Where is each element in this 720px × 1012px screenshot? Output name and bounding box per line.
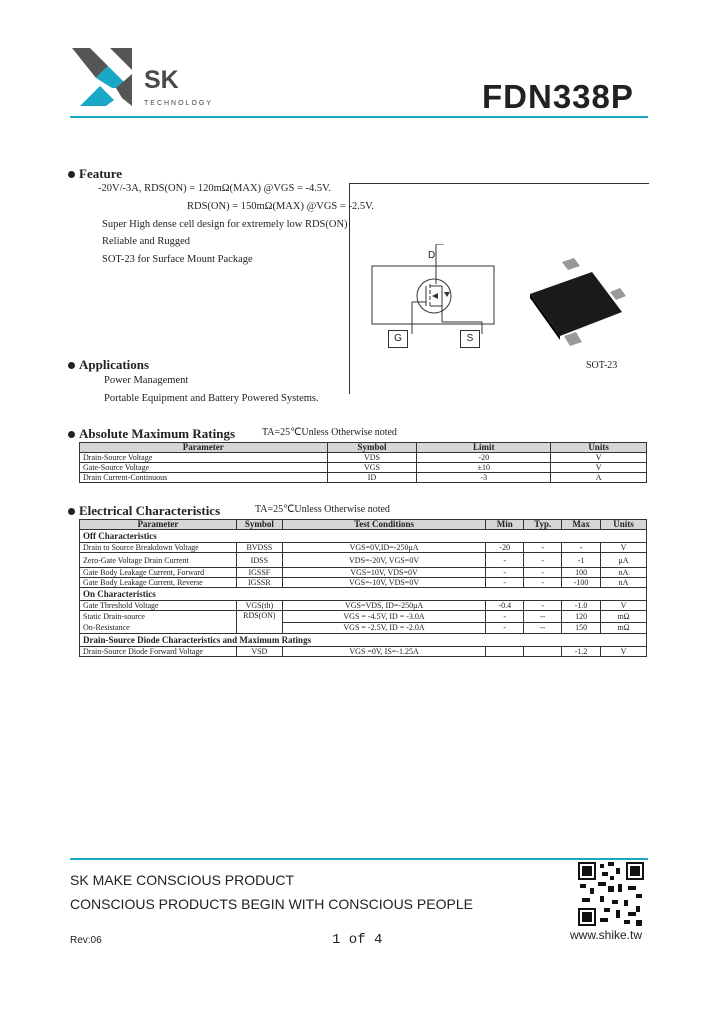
slogan-line-2: CONSCIOUS PRODUCTS BEGIN WITH CONSCIOUS PEOPLE [70,896,473,912]
table-cell: V [601,647,647,657]
table-cell [524,647,562,657]
table-cell: - [486,611,524,623]
header-divider [70,116,648,118]
feature-line: Reliable and Rugged [102,236,191,247]
table-cell: Zero-Gate Voltage Drain Current [80,553,237,568]
sot23-package-icon [522,254,632,354]
slogan-line-1: SK MAKE CONSCIOUS PRODUCT [70,872,295,888]
company-logo-icon [70,46,136,108]
table-cell: Drain to Source Breakdown Voltage [80,543,237,553]
rds-param-line: Static Drain-source [83,612,145,621]
table-cell: VGS [327,463,417,473]
table-cell: nA [601,568,647,578]
revision: Rev:06 [70,935,102,946]
electrical-note: TA=25℃Unless Otherwise noted [255,504,390,515]
group-label: On Characteristics [80,588,647,601]
column-header: Symbol [236,520,282,530]
table-cell: V [601,601,647,611]
table-cell: mΩ [601,611,647,623]
table-row [80,543,647,553]
table-cell: -3 [417,473,551,483]
column-header: Max [562,520,601,530]
bullet-icon [68,362,75,369]
column-header: Units [601,520,647,530]
table-cell: - [524,553,562,568]
table-cell: -1.2 [562,647,601,657]
abs-max-note: TA=25℃Unless Otherwise noted [262,427,397,438]
table-cell: Drain-Source Voltage [80,453,328,463]
table-cell: μA [601,553,647,568]
table-header-row [80,443,647,453]
table-cell: 120 [562,611,601,623]
table-row [80,647,647,657]
table-row [80,553,647,568]
table-cell: Drain Current-Continuous [80,473,328,483]
column-header: Test Conditions [282,520,485,530]
table-cell: -1.0 [562,601,601,611]
column-header: Symbol [327,443,417,453]
table-row [80,568,647,578]
table-cell: VGS = -2.5V, ID = -2.0A [282,622,485,634]
table-cell: Gate Body Leakage Current, Forward [80,568,237,578]
table-cell: VGS = -4.5V, ID = -3.0A [282,611,485,623]
column-header: Min [486,520,524,530]
table-cell: VDS [327,453,417,463]
table-cell: Gate Body Leakage Current, Reverse [80,578,237,588]
table-cell: VDS=-20V, VGS=0V [282,553,485,568]
table-cell: -20 [417,453,551,463]
table-cell: VGS=10V, VDS=0V [282,568,485,578]
table-cell: 150 [562,622,601,634]
electrical-heading: Electrical Characteristics [68,503,220,519]
part-number: FDN338P [482,78,634,115]
application-line: Portable Equipment and Battery Powered Systems. [104,393,319,404]
table-cell: IGSSF [236,568,282,578]
table-cell: -- [524,611,562,623]
table-row [80,578,647,588]
page-number: 1 of 4 [332,932,383,948]
group-label: Off Characteristics [80,530,647,543]
bullet-icon [68,171,75,178]
table-cell: mΩ [601,622,647,634]
table-cell: - [486,553,524,568]
rds-param-line: On-Resistance [83,623,130,632]
column-header: Limit [417,443,551,453]
table-cell: - [524,578,562,588]
column-header: Parameter [80,443,328,453]
table-cell: V [551,463,647,473]
table-cell: V [601,543,647,553]
abs-max-table [79,442,647,483]
table-cell: nA [601,578,647,588]
application-line: Power Management [104,375,189,386]
website-link[interactable]: www.shike.tw [570,928,643,942]
table-cell: VGS=VDS, ID=-250μA [282,601,485,611]
table-cell: - [524,601,562,611]
table-cell: ±10 [417,463,551,473]
table-cell: - [486,622,524,634]
table-row [80,601,647,611]
table-cell: BVDSS [236,543,282,553]
table-cell: - [562,543,601,553]
table-cell: - [524,543,562,553]
group-row [80,588,647,601]
table-cell: VGS=-10V, VDS=0V [282,578,485,588]
table-cell: VGS =0V, IS=-1.25A [282,647,485,657]
group-row [80,634,647,647]
column-header: Units [551,443,647,453]
table-cell: Gate-Source Voltage [80,463,328,473]
table-cell: -1 [562,553,601,568]
column-header: Parameter [80,520,237,530]
table-cell: VSD [236,647,282,657]
table-header-row [80,520,647,530]
electrical-table [79,519,647,657]
abs-max-heading: Absolute Maximum Ratings [68,426,235,442]
table-cell [80,611,237,634]
feature-line: -20V/-3A, RDS(ON) = 120mΩ(MAX) @VGS = -4.5V. [98,183,331,194]
table-cell: Drain-Source Diode Forward Voltage [80,647,237,657]
table-cell: A [551,473,647,483]
feature-line: SOT-23 for Surface Mount Package [102,254,253,265]
table-cell: -20 [486,543,524,553]
table-cell: 100 [562,568,601,578]
brand-subtitle: TECHNOLOGY [144,100,214,107]
table-cell: V [551,453,647,463]
drain-label: D [428,250,436,261]
table-cell: - [486,568,524,578]
table-cell: VGS=0V,ID=-250μA [282,543,485,553]
table-cell: ID [327,473,417,483]
qr-code-icon [578,862,644,926]
table-cell: - [524,568,562,578]
package-label: SOT-23 [586,360,618,371]
device-figure [349,183,649,394]
table-cell: IDSS [236,553,282,568]
table-cell: -- [524,622,562,634]
feature-line: RDS(ON) = 150mΩ(MAX) @VGS = -2.5V. [187,201,374,212]
source-label: S [460,330,480,348]
bullet-icon [68,431,75,438]
column-header: Typ. [524,520,562,530]
table-row [80,473,647,483]
bullet-icon [68,508,75,515]
table-cell: -0.4 [486,601,524,611]
table-row [80,611,647,623]
table-cell: Gate Threshold Voltage [80,601,237,611]
gate-label: G [388,330,408,348]
table-row [80,463,647,473]
brand-name: SK [144,66,179,94]
group-label: Drain-Source Diode Characteristics and Maximum Ratings [80,634,647,647]
table-cell: VGS(th) [236,601,282,611]
table-cell: - [486,578,524,588]
table-cell: -100 [562,578,601,588]
applications-heading: Applications [68,357,149,373]
feature-line: Super High dense cell design for extremely low RDS(ON) [102,219,348,230]
table-row [80,453,647,463]
feature-heading: Feature [68,166,122,182]
table-cell: IGSSR [236,578,282,588]
table-cell [486,647,524,657]
table-cell: RDS(ON) [236,611,282,634]
footer-divider [70,858,648,860]
group-row [80,530,647,543]
